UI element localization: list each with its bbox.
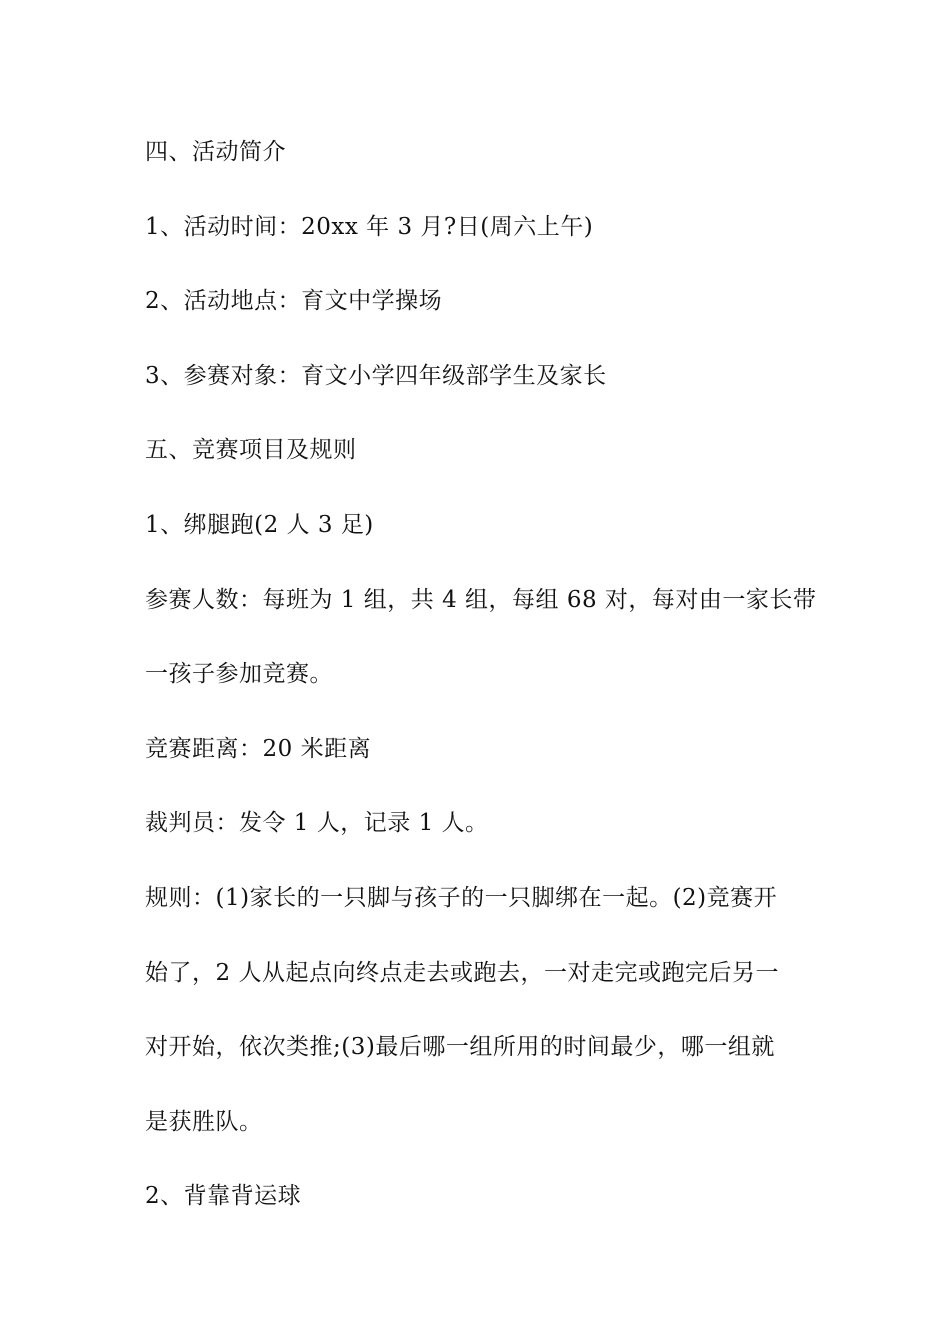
participants-line: 3、参赛对象：育文小学四年级部学生及家长 [145,363,607,389]
activity-time-line: 1、活动时间：20xx 年 3 月?日(周六上午) [145,214,594,240]
paragraph-line: 参赛人数：每班为 1 组，共 4 组，每组 68 对，每对由一家长带 [145,587,817,613]
race-distance-line: 竞赛距离：20 米距离 [145,736,372,762]
referee-line: 裁判员：发令 1 人，记录 1 人。 [145,810,489,836]
paragraph-line: 是获胜队。 [145,1109,263,1135]
paragraph-line: 一孩子参加竞赛。 [145,661,333,687]
event-2-heading: 2、背靠背运球 [145,1183,302,1209]
paragraph-line: 规则：(1)家长的一只脚与孩子的一只脚绑在一起。(2)竞赛开 [145,885,778,911]
section-heading-events-rules: 五、竞赛项目及规则 [145,437,357,463]
paragraph-line: 对开始，依次类推;(3)最后哪一组所用的时间最少，哪一组就 [145,1034,775,1060]
paragraph-line: 始了，2 人从起点向终点走去或跑去，一对走完或跑完后另一 [145,960,779,986]
activity-location-line: 2、活动地点：育文中学操场 [145,288,443,314]
event-1-heading: 1、绑腿跑(2 人 3 足) [145,512,374,538]
section-heading-activity-intro: 四、活动简介 [145,139,286,165]
